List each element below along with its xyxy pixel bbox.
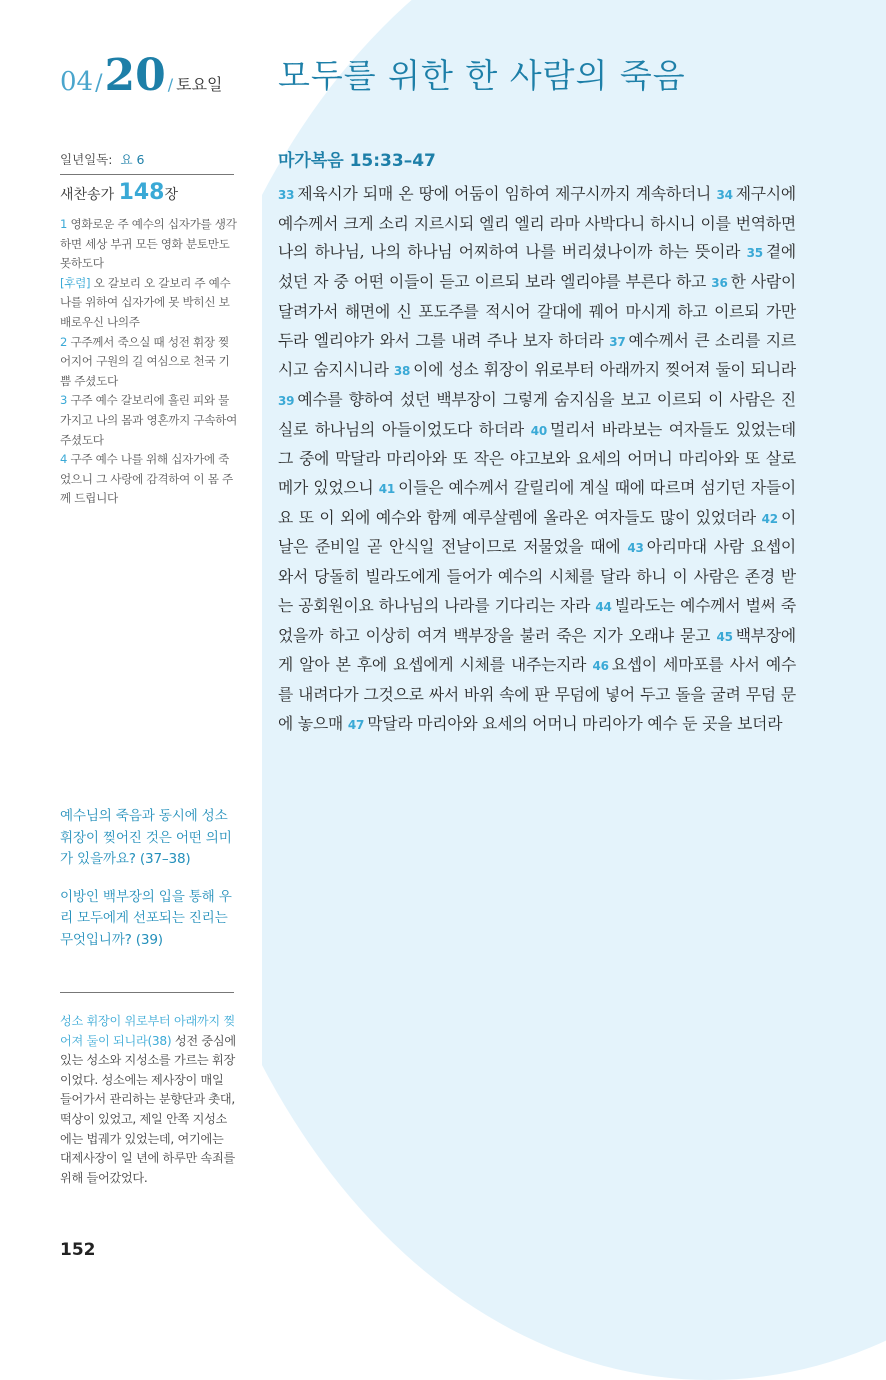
verse-number: 43 [627,541,644,556]
verse-text: 막달라 마리아와 요세의 어머니 마리아가 예수 둔 곳을 보더라 [367,713,783,733]
hymn-stanza [60,333,238,392]
verse-text: 예수께서 큰 소리를 지르시고 숨지시니라 [278,330,796,380]
verse-text: 한 사람이 달려가서 해면에 신 포도주를 적시어 갈대에 꿰어 마시게 하고 이르되 가만 두라 엘리야가 와서 그를 내려 주나 보자 하더라 [278,272,797,350]
verse-text: 이들은 예수께서 갈릴리에 계실 때에 따르며 섬기던 자들이요 또 이 외에 예수와 함께 예루살렘에 올라온 여자들도 많이 있었더라 [278,478,796,527]
note-body: 성전 중심에 있는 성소와 지성소를 가르는 휘장이었다. 성소에는 제사장이 매일 들어가서 관리하는 분향단과 촛대, 떡상이 있었고, 제일 안쪽 지성소에는 법궤가 있었는데, 여기에는 대제사장이 일 년에 하루만 속죄를 위해 들어갔었다. [60,1033,236,1185]
stanza-number: [후렴] [60,275,91,290]
passage-reference: 마가복음 15:33–47 [278,151,436,171]
hymn-label-suffix: 장 [164,187,179,203]
stanza-text: 구주께서 죽으실 때 성전 휘장 찢어지어 구원의 길 여심으로 천국 기쁨 주셨도다 [60,334,230,388]
stanza-text: 구주 예수 나를 위해 십자가에 죽었으니 그 사랑에 감격하여 이 몸 주께 드립니다 [60,452,233,506]
hymn-lyrics [60,215,238,509]
verse-number: 45 [716,629,733,644]
verse-text: 백부장에게 알아 본 후에 요셉에게 시체를 내주는지라 [278,625,796,675]
page-number: 152 [60,1240,96,1260]
divider [60,174,234,175]
verse-text: 곁에 섰던 자 중 어떤 이들이 듣고 이르되 보라 엘리야를 부른다 하고 [278,242,796,292]
commentary-note [60,1012,238,1188]
hymn-number: 148 [118,180,165,205]
verse-number: 35 [746,246,763,261]
hymn-title [60,180,178,205]
verse-text: 이에 성소 휘장이 위로부터 아래까지 찢어져 둘이 되니라 [413,360,796,380]
verse-number: 47 [347,717,365,732]
divider [60,992,234,993]
date-month: 04 [60,67,94,97]
yearly-reading-book: 요 6 [120,152,145,167]
verse-number: 37 [609,334,626,349]
question [60,887,240,952]
yearly-reading [60,150,145,168]
yearly-reading-label: 일년일독: [60,152,113,167]
question-text: 예수님의 죽음과 동시에 성소 휘장이 찢어진 것은 어떤 의미가 있을까요? [60,808,232,867]
hymn-label-prefix: 새찬송가 [60,187,115,203]
verse-text: 이 날은 준비일 곧 안식일 전날이므로 저물었을 때에 [278,507,796,557]
verse-text: 요셉이 세마포를 사서 예수를 내려다가 그것으로 싸서 바위 속에 판 무덤에 넣어 두고 돌을 굴려 무덤 문에 놓으매 [278,655,797,733]
stanza-text: 구주 예수 갈보리에 흘린 피와 물 가지고 나의 몸과 영혼까지 구속하여 주셨도다 [60,393,238,447]
date-weekday: 토요일 [176,75,223,94]
verse-text: 아리마대 사람 요셉이 와서 당돌히 빌라도에게 들어가 예수의 시체를 달라 하니 이 사람은 존경 받는 공회원이요 하나님의 나라를 기다리는 자라 [278,537,796,615]
verse-text: 예수를 향하여 섰던 백부장이 그렇게 숨지심을 보고 이르되 이 사람은 진실로 하나님의 아들이었도다 하더라 [278,389,796,439]
date-header [60,50,223,100]
hymn-stanza [60,391,238,450]
stanza-number: 1 [60,217,68,231]
hymn-stanza [60,215,238,274]
stanza-text: 오 갈보리 오 갈보리 주 예수 나를 위하여 십자가에 못 박히신 보배로우신 나의주 [60,275,231,329]
scripture-passage [278,180,796,739]
verse-number: 33 [278,188,295,202]
hymn-stanza [60,450,238,509]
question-ref: (37–38) [135,851,191,867]
verse-number: 44 [595,599,612,614]
verse-number: 42 [761,511,778,526]
verse-number: 46 [592,659,609,674]
verse-number: 41 [378,482,396,497]
reflection-questions [60,806,240,967]
verse-number: 34 [716,188,733,202]
question [60,806,240,871]
verse-number: 39 [278,393,295,408]
date-day: 20 [104,50,166,101]
stanza-number: 4 [60,452,68,467]
hymn-stanza [60,274,238,333]
verse-number: 36 [711,276,728,291]
note-highlight: 성소 휘장이 위로부터 아래까지 찢어져 둘이 되니라(38) [60,1014,235,1048]
question-ref: (39) [131,931,163,948]
stanza-text: 영화로운 주 예수의 십자가를 생각하면 세상 부귀 모든 영화 분토만도 못하도다 [60,217,237,271]
verse-number: 40 [530,423,547,438]
stanza-number: 2 [60,334,68,349]
verse-number: 38 [393,364,411,379]
page-title: 모두를 위한 한 사람의 죽음 [278,56,686,95]
verse-text: 멀리서 바라보는 여자들도 있었는데 그 중에 막달라 마리아와 또 작은 야고보와 요세의 어머니 마리아와 또 살로메가 있었으니 [278,419,796,498]
verse-text: 제구시에 예수께서 크게 소리 지르시되 엘리 엘리 라마 사박다니 하시니 이를 번역하면 나의 하나님, 나의 하나님 어찌하여 나를 버리셨나이까 하는 뜻이라 [278,184,796,262]
verse-text: 빌라도는 예수께서 벌써 죽었을까 하고 이상히 여겨 백부장을 불러 죽은 지가 오래냐 묻고 [278,595,796,645]
date-separator: / [95,71,103,96]
stanza-number: 3 [60,393,68,408]
question-text: 이방인 백부장의 입을 통해 우리 모두에게 선포되는 진리는 무엇입니까? [60,888,232,948]
verse-text: 제육시가 되매 온 땅에 어둠이 임하여 제구시까지 계속하더니 [297,184,717,203]
weekday-separator: / [167,75,174,94]
